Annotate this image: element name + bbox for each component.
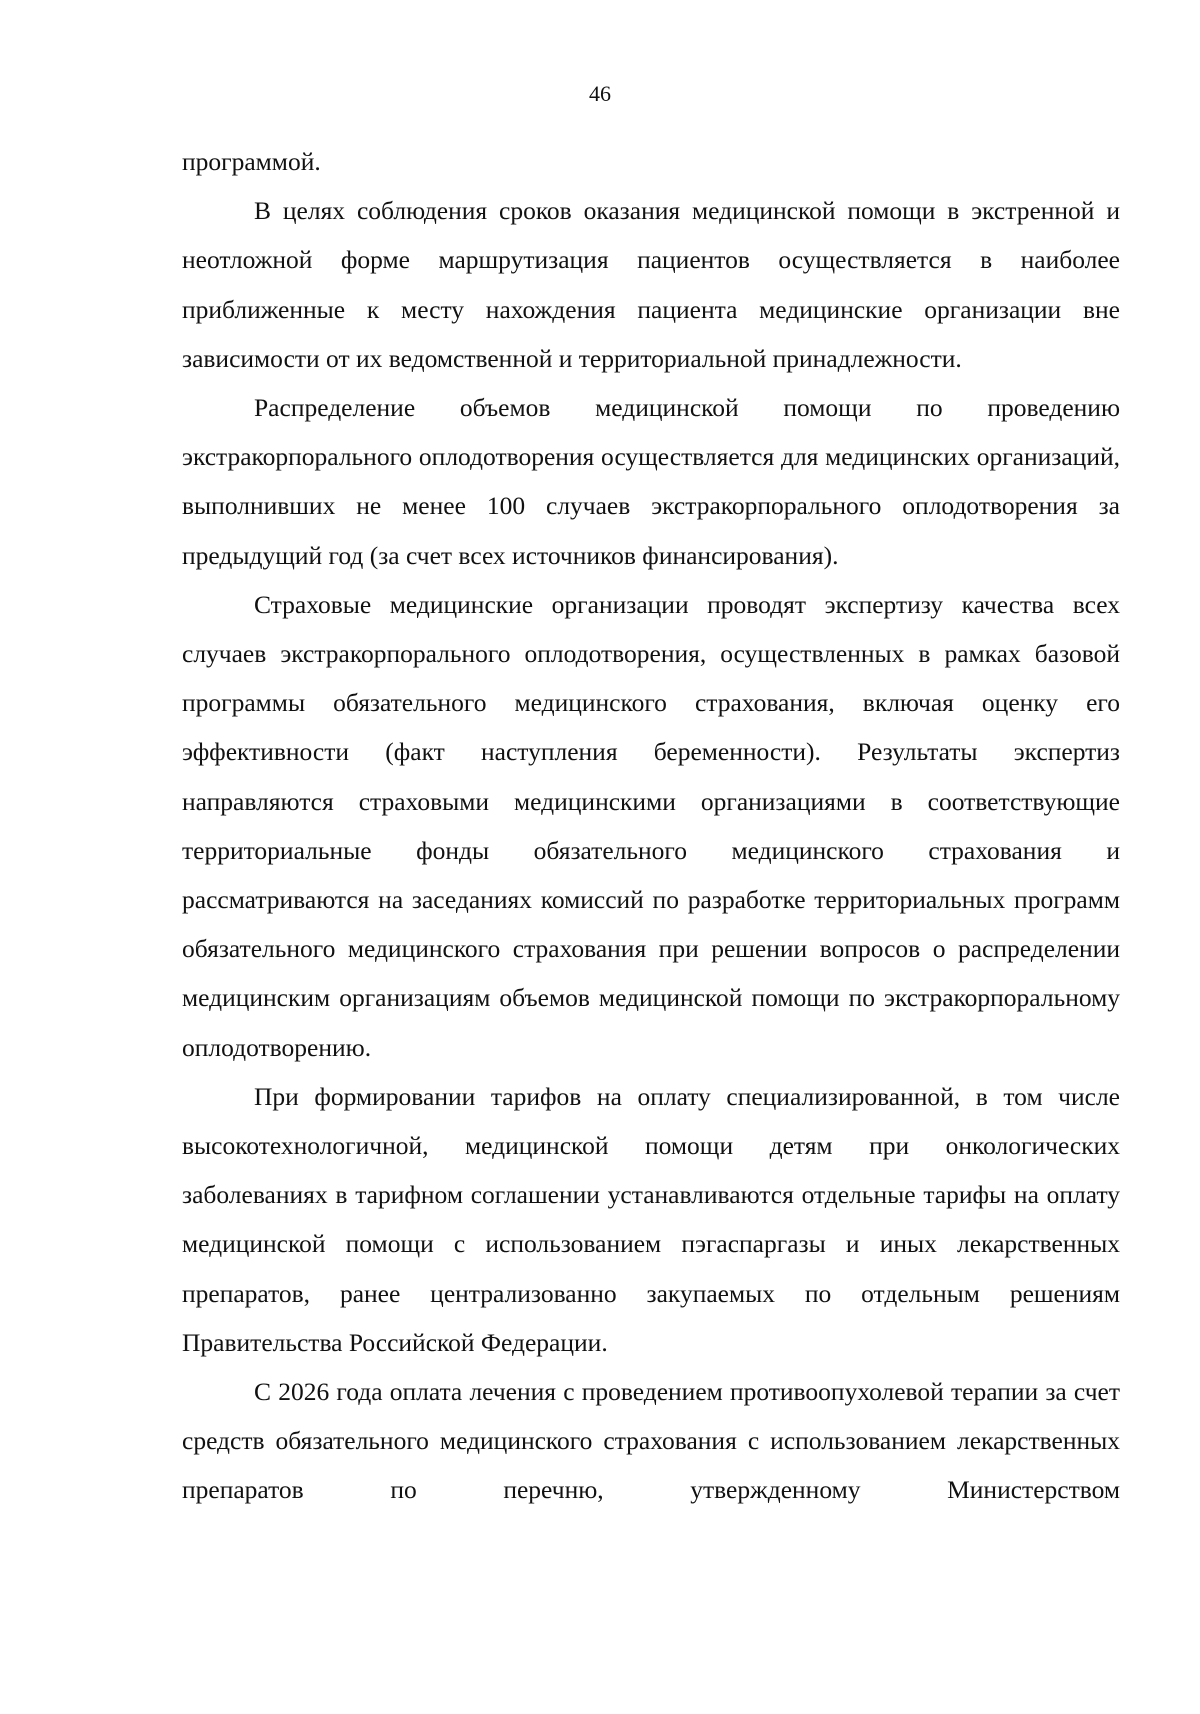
page-number: 46 <box>589 81 611 106</box>
paragraph-ivf-volume-distribution: Распределение объемов медицинской помощи по проведению экстракорпорального оплодотворения осуществляется для медицинских организаций, выполнивших не менее 100 случаев экстракорпорального оплодотворения за предыдущий год (за счет всех источников финансирования). <box>182 393 1120 570</box>
paragraph-continuation: программой. <box>182 147 321 176</box>
paragraph-pediatric-oncology-tariffs: При формировании тарифов на оплату специализированной, в том числе высокотехнологичной, медицинской помощи детям при онкологических заболеваниях в тарифном соглашении устанавливаются отдельные тарифы на оплату медицинской помощи с использованием пэгаспаргазы и иных лекарственных препаратов, ранее централизованно закупаемых по отдельным решениям Правительства Российской Федерации. <box>182 1081 1120 1357</box>
document-body <box>182 137 1120 1515</box>
paragraph-ivf-quality-expertise: Страховые медицинские организации проводят экспертизу качества всех случаев экстракорпорального оплодотворения, осуществленных в рамках базовой программы обязательного медицинского страхования, включая оценку его эффективности (факт наступления беременности). Результаты экспертиз направляются страховыми медицинскими организациями в соответствующие территориальные фонды обязательного медицинского страхования и рассматриваются на заседаниях комиссий по разработке территориальных программ обязательного медицинского страхования при решении вопросов о распределении медицинским организациям объемов медицинской помощи по экстракорпоральному оплодотворению. <box>182 589 1120 1062</box>
paragraph-antitumor-therapy-2026: С 2026 года оплата лечения с проведением противоопухолевой терапии за счет средств обязательного медицинского страхования с использованием лекарственных препаратов по перечню, утвержденному Министерством <box>182 1377 1120 1505</box>
paragraph-emergency-routing: В целях соблюдения сроков оказания медицинской помощи в экстренной и неотложной форме маршрутизация пациентов осуществляется в наиболее приближенные к месту нахождения пациента медицинские организации вне зависимости от их ведомственной и территориальной принадлежности. <box>182 196 1120 373</box>
